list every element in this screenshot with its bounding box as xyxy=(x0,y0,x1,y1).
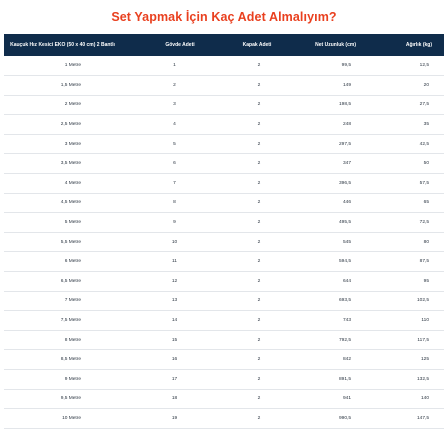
header-weight: Ağırlık (kg) xyxy=(405,42,432,48)
cell-body-count: 11 xyxy=(172,259,177,265)
cell-cap-count: 2 xyxy=(257,376,261,382)
cell-net-length: 792,5 xyxy=(338,337,351,343)
cell-net-length: 644 xyxy=(342,278,351,284)
cell-net-length: 347 xyxy=(342,161,351,167)
cell-body-count: 5 xyxy=(173,141,176,147)
cell-cap-count: 2 xyxy=(257,298,261,304)
cell-body-count: 13 xyxy=(171,298,178,304)
cell-body-count: 1 xyxy=(173,63,176,69)
cell-cap-count: 2 xyxy=(257,63,261,69)
cell-net-length: 198,5 xyxy=(338,102,351,108)
cell-cap-count: 2 xyxy=(257,122,261,128)
cell-body-count: 16 xyxy=(171,357,178,363)
cell-weight: 35 xyxy=(423,122,429,128)
cell-net-length: 495,5 xyxy=(338,220,351,226)
cell-net-length: 743 xyxy=(342,318,351,324)
table-row xyxy=(4,76,444,96)
cell-cap-count: 2 xyxy=(257,357,261,363)
cell-cap-count: 2 xyxy=(257,102,261,108)
cell-net-length: 446 xyxy=(342,200,351,206)
table-row xyxy=(4,409,444,429)
cell-net-length: 149 xyxy=(342,82,351,88)
table-row xyxy=(4,370,444,390)
cell-length: 6 Metre xyxy=(64,259,81,265)
cell-body-count: 14 xyxy=(171,318,178,324)
cell-body-count: 9 xyxy=(173,220,176,226)
cell-net-length: 297,5 xyxy=(338,141,351,147)
cell-body-count: 6 xyxy=(173,161,176,167)
cell-body-count: 17 xyxy=(171,376,178,382)
header-cap-count: Kapak Adeti xyxy=(242,42,272,48)
header-net-length: Net Uzunluk (cm) xyxy=(315,42,356,48)
cell-weight: 117,5 xyxy=(417,337,429,343)
cell-body-count: 8 xyxy=(173,200,176,206)
cell-weight: 147,5 xyxy=(416,415,429,421)
cell-body-count: 7 xyxy=(173,180,176,186)
header-product: Kauçuk Hız Kesici EKO (50 x 40 cm) 2 Bantlı xyxy=(10,42,115,48)
table-row xyxy=(4,252,444,272)
table-row xyxy=(4,193,444,213)
cell-length: 3 Metre xyxy=(64,141,81,147)
cell-net-length: 594,5 xyxy=(338,259,351,265)
cell-net-length: 545 xyxy=(342,239,351,245)
cell-length: 9,5 Metre xyxy=(60,396,81,402)
table-header-row xyxy=(4,34,444,56)
cell-weight: 50 xyxy=(423,161,429,167)
cell-net-length: 891,5 xyxy=(338,376,351,382)
cell-cap-count: 2 xyxy=(257,200,261,206)
table-body xyxy=(4,56,444,428)
cell-weight: 27,5 xyxy=(419,102,429,108)
cell-length: 8,5 Metre xyxy=(60,357,81,363)
cell-length: 4,5 Metre xyxy=(60,200,81,206)
cell-length: 8 Metre xyxy=(64,337,81,343)
cell-weight: 132,5 xyxy=(416,376,429,382)
cell-cap-count: 2 xyxy=(257,220,261,226)
quantity-table xyxy=(4,34,444,429)
cell-net-length: 990,5 xyxy=(338,415,351,421)
table-row xyxy=(4,213,444,233)
header-body-count: Gövde Adeti xyxy=(165,42,195,48)
table-row xyxy=(4,174,444,194)
cell-cap-count: 2 xyxy=(257,318,261,324)
table-row xyxy=(4,350,444,370)
cell-weight: 125 xyxy=(420,357,429,363)
table-row xyxy=(4,389,444,409)
table-row xyxy=(4,311,444,331)
cell-length: 7,5 Metre xyxy=(60,318,81,324)
table-row xyxy=(4,95,444,115)
cell-net-length: 941 xyxy=(342,396,351,402)
cell-length: 9 Metre xyxy=(64,376,81,382)
cell-length: 2,5 Metre xyxy=(60,122,81,128)
cell-cap-count: 2 xyxy=(257,239,261,245)
table-row xyxy=(4,330,444,350)
cell-body-count: 2 xyxy=(173,82,176,88)
cell-body-count: 18 xyxy=(171,396,178,402)
cell-weight: 12,5 xyxy=(419,63,429,69)
cell-weight: 20 xyxy=(423,82,429,88)
cell-body-count: 12 xyxy=(171,278,178,284)
cell-net-length: 396,5 xyxy=(338,180,351,186)
cell-length: 7 Metre xyxy=(64,298,81,304)
cell-body-count: 19 xyxy=(171,415,178,421)
cell-length: 5,5 Metre xyxy=(60,239,81,245)
cell-cap-count: 2 xyxy=(257,337,261,343)
table-row xyxy=(4,272,444,292)
cell-cap-count: 2 xyxy=(257,180,261,186)
cell-cap-count: 2 xyxy=(257,396,261,402)
cell-body-count: 4 xyxy=(173,122,176,128)
table-row xyxy=(4,291,444,311)
cell-cap-count: 2 xyxy=(257,259,261,265)
page-title: Set Yapmak İçin Kaç Adet Almalıyım? xyxy=(111,10,337,24)
table-row xyxy=(4,154,444,174)
table-row xyxy=(4,56,444,76)
cell-net-length: 248 xyxy=(342,122,351,128)
cell-body-count: 3 xyxy=(173,102,176,108)
cell-length: 2 Metre xyxy=(64,102,81,108)
cell-body-count: 10 xyxy=(171,239,178,245)
cell-weight: 42,5 xyxy=(419,141,429,147)
cell-weight: 102,5 xyxy=(416,298,429,304)
cell-weight: 80 xyxy=(423,239,429,245)
cell-net-length: 693,5 xyxy=(338,298,351,304)
table-row xyxy=(4,134,444,154)
cell-cap-count: 2 xyxy=(257,415,261,421)
cell-length: 3,5 Metre xyxy=(60,161,81,167)
cell-weight: 110 xyxy=(421,318,429,324)
cell-weight: 95 xyxy=(423,278,429,284)
cell-length: 4 Metre xyxy=(64,180,81,186)
table-header xyxy=(4,34,444,56)
cell-weight: 140 xyxy=(420,396,429,402)
cell-weight: 65 xyxy=(423,200,429,206)
cell-length: 5 Metre xyxy=(64,220,81,226)
cell-body-count: 15 xyxy=(171,337,178,343)
table-row xyxy=(4,232,444,252)
cell-cap-count: 2 xyxy=(257,82,261,88)
table-row xyxy=(4,115,444,135)
cell-cap-count: 2 xyxy=(257,141,261,147)
cell-net-length: 842 xyxy=(342,357,351,363)
cell-length: 1 Metre xyxy=(64,63,81,69)
cell-weight: 72,5 xyxy=(419,220,429,226)
cell-weight: 57,5 xyxy=(419,180,429,186)
cell-length: 10 Metre xyxy=(62,415,81,421)
cell-length: 1,5 Metre xyxy=(60,82,81,88)
cell-net-length: 99,5 xyxy=(341,63,351,69)
cell-weight: 87,5 xyxy=(419,259,429,265)
cell-cap-count: 2 xyxy=(257,161,261,167)
cell-length: 6,5 Metre xyxy=(60,278,81,284)
cell-cap-count: 2 xyxy=(257,278,261,284)
